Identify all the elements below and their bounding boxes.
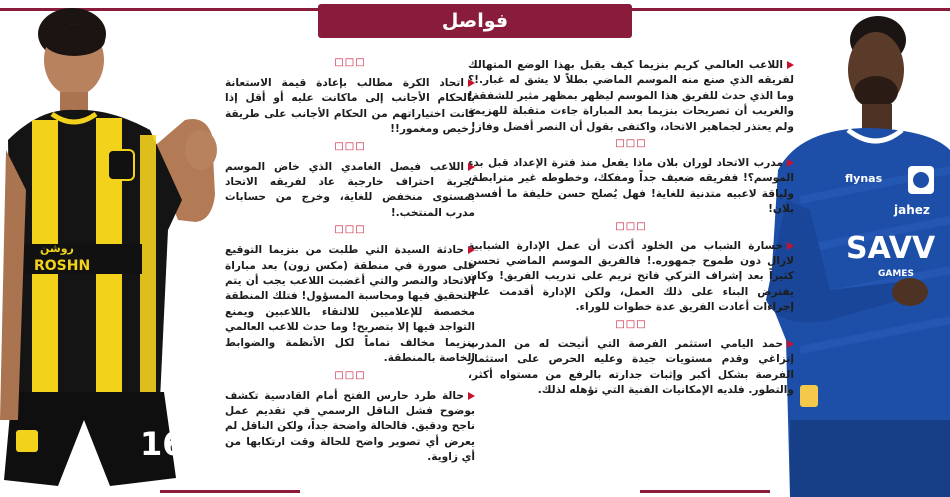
right-item-4-text: حمد اليامي استثمر الفرصة التي أتيحت له من المدرب إنزاغي وقدم مستويات جيدة وعليه الحرص على استثمار الفرصة بشكل أكبر وإثبات جدارته بالرفع من مستواه أكثر، والتطور. فلديه الإمكانيات الفنية التي تؤهله لذلك. (468, 337, 794, 396)
section-title: فواصل (441, 10, 509, 32)
bullet-triangle-icon (468, 392, 475, 400)
left-item-4-text: حالة طرد حارس الفتح أمام القادسية تكشف بوضوح فشل الناقل الرسمي في تقديم عمل ناجح ودقيق. فالحالة واضحة جداً، ولكن الناقل لم يعرض أي تصوير واضح للحالة وقت ارتكابها من أي زاوية. (225, 389, 475, 464)
shorts-number: 16 (140, 425, 185, 463)
separator-squares: □□□ (334, 369, 366, 381)
left-item-1 (225, 76, 475, 138)
main-sponsor-sub-text: GAMES (878, 269, 914, 279)
brand-text: flynas (845, 172, 883, 185)
separator-squares: □□□ (615, 220, 647, 232)
left-item-4 (225, 389, 475, 466)
left-item-3 (225, 243, 475, 366)
left-text-column (225, 57, 475, 466)
left-item-1-text: اتحاد الكرة مطالب بإعادة قيمة الاستعانة بالحكام الأجانب إلى ماكانت عليه أو أقل إذا كانت اختياراتهم من الحكام الأجانب على طريقة رخيص ومغمور!! (225, 77, 475, 136)
separator-squares: □□□ (615, 318, 647, 330)
separator-squares: □□□ (334, 224, 366, 236)
bullet-triangle-icon (468, 79, 475, 87)
separator-squares: □□□ (334, 140, 366, 152)
bullet-triangle-icon (787, 242, 794, 250)
right-item-3 (468, 239, 794, 316)
right-text-column (468, 58, 794, 398)
bullet-triangle-icon (468, 246, 475, 254)
left-item-3-text: حادثة السيدة التي طلبت من بنزيما التوقيع على صورة في منطقة (مكس زون) بعد مباراة الاتحاد والنصر والتي أغضبت اللاعب يجب أن يتم التحقيق فيها ومحاسبة المسؤول! فتلك المنطقة مخصصة للإعلاميين للالتقاء باللاعبين ويمنع التواجد فيها إلا بتصريح! وما حدث للاعب العالمي بنزيما مخالف تماماً لكل الأنظمة والضوابط الخاصة بالمنطقة. (225, 244, 475, 365)
right-item-1-text: اللاعب العالمي كريم بنزيما كيف يقبل بهذا الوضع المتهالك لفريقه الذي صنع منه الموسم الماضي بطلاً لا يشق له غبار.!؟ وما الذي حدث للفريق هذا الموسم ليظهر بمظهر مثير للشفقة! والغريب أن تصريحات بنزيما بعد المباراة جاءت متقبلة للهزيمة ولم يعتذر لجماهير الاتحاد، واكتفى بقول أن النصر أفضل وفاز! (468, 59, 794, 133)
right-item-2-text: مدرب الاتحاد لوران بلان ماذا يفعل منذ فترة الإعداد قبل بدء الموسم؟! ففريقه ضعيف جداً ومفكك، وخطوطه غير مترابطة، ولياقة لاعبيه متدنية للغاية! فهل يُصلح حسن خليفة ما أفسده بلان! (468, 157, 794, 216)
left-item-2-text: اللاعب فيصل الغامدي الذي خاض الموسم تجربة احتراف خارجية عاد لفريقه الاتحاد بمستوى منخفض للغاية، وخرج من حسابات مدرب المنتخب.! (225, 160, 475, 219)
bullet-triangle-icon (787, 340, 794, 348)
bullet-triangle-icon (468, 163, 475, 171)
main-sponsor-text: SAVV (846, 231, 936, 266)
bullet-triangle-icon (787, 159, 794, 167)
right-item-1 (468, 58, 794, 135)
section-header (318, 4, 632, 38)
right-item-2 (468, 156, 794, 218)
bullet-triangle-icon (787, 61, 794, 69)
separator-squares: □□□ (615, 138, 647, 150)
sponsor-ar-text: روشن (40, 242, 74, 255)
bottom-rule-right (640, 490, 770, 493)
separator-squares: □□□ (334, 57, 366, 68)
ittihad-player-illustration (0, 0, 230, 497)
sleeve-sponsor-text: jahez (894, 203, 930, 217)
right-item-4 (468, 337, 794, 399)
right-item-3-text: خسارة الشباب من الخلود أكدت أن عمل الإدارة الشبابية لازال دون طموح جمهوره.! فالفريق الموسم الماضي تحسن كثيراً بعد إشراف التركي فاتح تريم على تدريب الفريق! وكان يفترض البناء على ذلك العمل، ولكن الإدارة أقدمت على إجراءات أعادت الفريق عدة خطوات للوراء. (468, 239, 794, 314)
bottom-rule-left (160, 490, 300, 493)
ittihad-player-photo (0, 0, 230, 497)
sponsor-text: ROSHN (34, 258, 91, 274)
left-item-2 (225, 160, 475, 222)
